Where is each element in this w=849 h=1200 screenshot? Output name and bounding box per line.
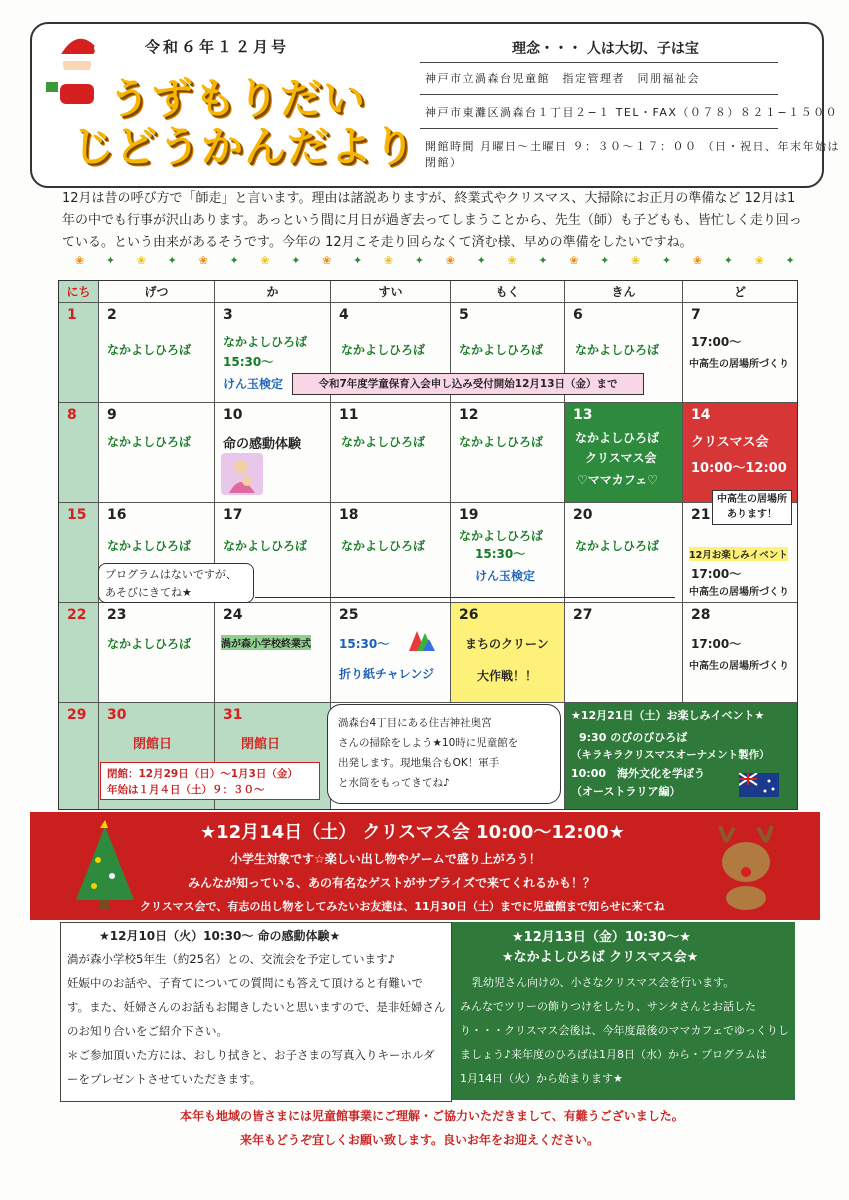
cal-day-25: 25 15:30～ 折り紙チャレンジ (331, 603, 451, 703)
intro-text: 12月は昔の呼び方で「師走」と言います。理由は諸説ありますが、終業式やクリスマス、大掃除にお正月の準備など 12月は1年の中でも行事が沢山あります。あっという間に月日が過ぎ去ってしまうことから、先生（師）も子どもも、皆忙しく走り回っている。という由来があるそうです。今年の 12月こそ走り回らなくて済む様、早めの準備をしたいですね。 (62, 191, 802, 250)
cal-day-12: 12 なかよしひろば (451, 403, 565, 503)
cal-header-mon: げつ (99, 281, 215, 303)
cal-header-sat: ど (683, 281, 797, 303)
life-experience-line4: のお知り合いをご紹介下さい。 (67, 1024, 228, 1038)
event-info-line1: 9:30 のびのびひろば (579, 731, 688, 744)
cal-day-3: 3 なかよしひろば 15:30～ けん玉検定 (215, 303, 331, 403)
cal-day-5: 5 なかよしひろば (451, 303, 565, 403)
life-experience-box (60, 922, 452, 1102)
australia-flag-icon (739, 773, 779, 797)
cleanup-callout: 渦森台4丁目にある住吉神社奥宮 さんの掃除をしよう★10時に児童館を 出発します。現地集合もOK！軍手 と水筒をもってきてね♪ (327, 704, 561, 804)
event-info-title: ★12月21日（土）お楽しみイベント★ (571, 709, 765, 722)
cal-day-22: 22 (59, 603, 99, 703)
cal-day-16: 16 なかよしひろば (99, 503, 215, 603)
cal-day-9: 9 なかよしひろば (99, 403, 215, 503)
cal-day-21: 21 12月お楽しみイベント 17:00～ 中高生の居場所づくり (683, 503, 797, 603)
cal-day-20: 20 なかよしひろば (565, 503, 683, 603)
cal-day-8: 8 (59, 403, 99, 503)
footer-thanks: 本年も地域の皆さまには児童館事業にご理解・ご協力いただきまして、有難うございました。 (180, 1109, 684, 1123)
closure-callout: 閉館：12月29日（日）～1月3日（金） 年始は１月４日（土）９：３０～ (100, 762, 320, 800)
cal-day-27: 27 (565, 603, 683, 703)
cal-day-31: 31 閉館日 (215, 703, 331, 809)
motto: 理念・・・ 人は大切、子は宝 (512, 41, 699, 57)
life-experience-line6: ーをプレゼントさせていただきます。 (67, 1072, 262, 1086)
cal-day-15: 15 (59, 503, 99, 603)
cal-header-tue: か (215, 281, 331, 303)
nakayoshi-xmas-box (452, 922, 795, 1100)
footer-greeting: 来年もどうぞ宜しくお願い致します。良いお年をお迎えください。 (240, 1133, 600, 1147)
newsletter-title-line2: じどうかんだより (72, 122, 417, 171)
header-divider (420, 94, 778, 95)
newsletter-title-line1: うずもりだい (108, 74, 367, 123)
life-experience-line2: 妊娠中のお話や、子育てについての質問にも答えて頂けると有難いで (67, 976, 424, 990)
cal-day-4: 4 なかよしひろば (331, 303, 451, 403)
cal-day-23: 23 なかよしひろば (99, 603, 215, 703)
cal-day-6: 6 なかよしひろば (565, 303, 683, 403)
cal-day-7: 7 17:00～ 中高生の居場所づくり (683, 303, 797, 403)
cal-header-wed: すい (331, 281, 451, 303)
cal-day-28: 28 17:00～ 中高生の居場所づくり (683, 603, 797, 703)
header-divider (420, 128, 778, 129)
mother-baby-icon (221, 453, 263, 495)
address: 神戸市東灘区渦森台１丁目２−１ TEL・FAX（０７８）８２１−１５００ (425, 106, 839, 119)
opening-hours: 開館時間 月曜日～土曜日 ９：３０～１７：００ （日・祝日、年末年始は閉館） (425, 140, 840, 169)
cal-day-29: 29 (59, 703, 99, 809)
no-program-callout: プログラムはないですが、あそびにきてね★ (98, 563, 254, 603)
nakayoshi-line5: 1月14日（火）から始まります★ (460, 1072, 623, 1085)
nakayoshi-title1: ★12月13日（金）10:30～★ (512, 930, 691, 945)
cal-day-1: 1 (59, 303, 99, 403)
event-info-line3: 10:00 海外文化を学ぼう (571, 767, 706, 780)
cal-day-26: 26 まちのクリーン 大作戦！！ (451, 603, 565, 703)
life-experience-line5: ＊ご参加頂いた方には、おしり拭きと、お子さまの写真入りキーホルダ (67, 1048, 435, 1062)
cal-day-17: 17 なかよしひろば (215, 503, 331, 603)
cal-day-30: 30 閉館日 (99, 703, 215, 809)
cal-header-thu: もく (451, 281, 565, 303)
chukosei-callout: 中高生の居場所あります！ (712, 490, 792, 525)
cal-day-2: 2 なかよしひろば (99, 303, 215, 403)
banner-title: ★12月14日（土） クリスマス会 10:00～12:00★ (200, 822, 625, 843)
cal-day-19: 19 なかよしひろば 15:30～ けん玉検定 (451, 503, 565, 603)
header-divider (420, 62, 778, 63)
life-experience-line3: す。また、妊婦さんのお話もお聞きしたいと思いますので、是非妊婦さん (67, 1000, 446, 1014)
nakayoshi-title2: ★なかよしひろば クリスマス会★ (502, 950, 699, 965)
santa-icon (42, 26, 112, 106)
arrow-line (255, 597, 675, 598)
banner-line3: クリスマス会で、有志の出し物をしてみたいお友達は、11月30日（土）までに児童館まで知らせに来てね (140, 900, 665, 913)
life-experience-line1: 渦が森小学校5年生（約25名）との、交流会を予定しています♪ (67, 952, 395, 966)
christmas-tree-icon (70, 820, 140, 912)
cal-day-18: 18 なかよしひろば (331, 503, 451, 603)
cal-day-10: 10 命の感動体験 (215, 403, 331, 503)
gakudo-hoiku-callout: 令和7年度学童保育入会申し込み受付開始12月13日（金）まで (292, 373, 644, 395)
cal-header-sun: にち (59, 281, 99, 303)
origami-icon (409, 629, 435, 651)
cal-day-14: 14 クリスマス会 10:00～12:00 (683, 403, 797, 503)
issue-label: 令和６年１２月号 (145, 38, 290, 56)
cal-day-11: 11 なかよしひろば (331, 403, 451, 503)
org-name: 神戸市立渦森台児童館 指定管理者 同朋福祉会 (425, 72, 700, 85)
banner-line1: 小学生対象です☆楽しい出し物やゲームで盛り上がろう！ (230, 852, 541, 866)
nakayoshi-line1: 乳幼児さん向けの、小さなクリスマス会を行います。 (472, 976, 735, 989)
banner-line2: みんなが知っている、あの有名なゲストがサプライズで来てくれるかも！？ (188, 876, 596, 890)
cal-day-24: 24 渦が森小学校終業式 (215, 603, 331, 703)
cal-day-13: 13 なかよしひろば クリスマス会 ♡ママカフェ♡ (565, 403, 683, 503)
reindeer-icon (706, 822, 790, 912)
nakayoshi-line2: みんなでツリーの飾りつけをしたり、サンタさんとお話した (460, 1000, 757, 1013)
event-info-cell (565, 703, 797, 809)
event-info-line4: （オーストラリア編） (571, 785, 681, 798)
garland-decoration: ❀ ✦ ❀ ✦ ❀ ✦ ❀ ✦ ❀ ✦ ❀ ✦ ❀ ✦ ❀ ✦ ❀ ✦ ❀ ✦ ❀ ✦ ❀ ✦ (75, 254, 795, 267)
nakayoshi-line4: ましょう♪来年度のひろばは1月8日（水）から・プログラムは (460, 1048, 767, 1061)
nakayoshi-line3: り・・・クリスマス会後は、今年度最後のママカフェでゆっくりし (460, 1024, 789, 1037)
event-info-line2: （キラキラクリスマスオーナメント製作） (571, 749, 770, 761)
life-experience-title: ★12月10日（火）10:30～ 命の感動体験★ (99, 929, 341, 943)
cal-header-fri: きん (565, 281, 683, 303)
